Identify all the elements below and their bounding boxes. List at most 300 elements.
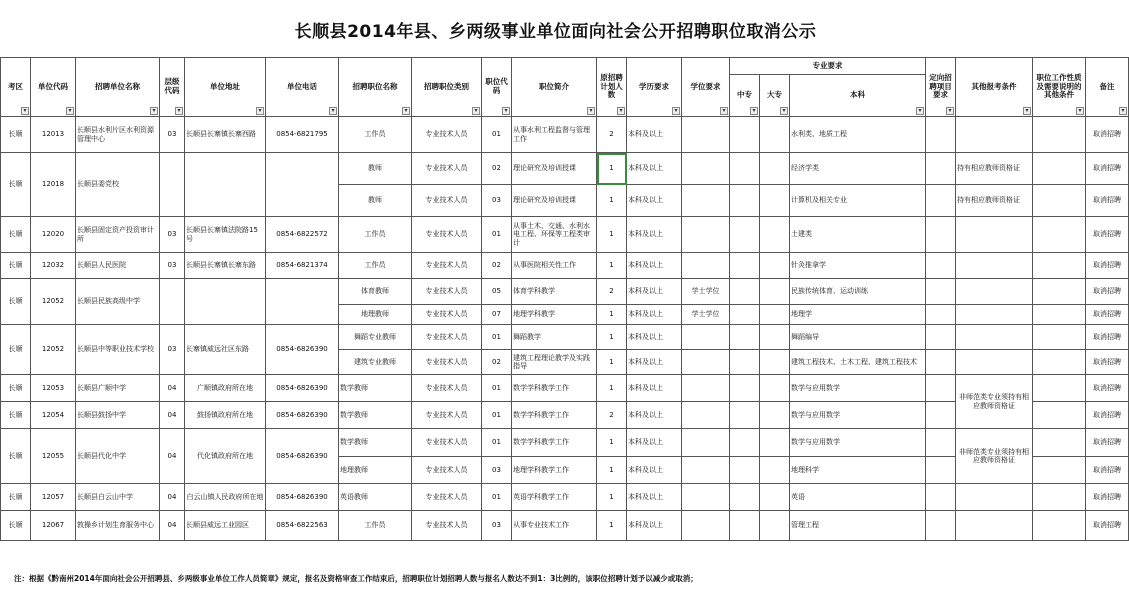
cell-dazhuan[interactable] xyxy=(760,375,790,402)
cell-kaoqu[interactable]: 长顺 xyxy=(1,511,31,541)
cell-zhongzhuan[interactable] xyxy=(730,279,760,305)
cell-degree[interactable] xyxy=(682,253,730,279)
cell-level-code[interactable]: 03 xyxy=(160,217,185,253)
cell-degree[interactable] xyxy=(682,217,730,253)
cell-job-nature[interactable] xyxy=(1033,305,1086,325)
cell-benke[interactable]: 数学与应用数学 xyxy=(790,429,926,457)
cell-directed[interactable] xyxy=(926,457,956,484)
cell-position-intro[interactable]: 理论研究及培训授课 xyxy=(512,185,597,217)
cell-position-code[interactable]: 07 xyxy=(482,305,512,325)
cell-position-name[interactable]: 英语教师 xyxy=(339,484,412,511)
cell-dazhuan[interactable] xyxy=(760,117,790,153)
cell-directed[interactable] xyxy=(926,350,956,375)
cell-unit-phone[interactable]: 0854-6826390 xyxy=(266,375,339,402)
cell-directed[interactable] xyxy=(926,511,956,541)
cell-kaoqu[interactable]: 长顺 xyxy=(1,484,31,511)
cell-position-category[interactable]: 专业技术人员 xyxy=(412,253,482,279)
cell-position-code[interactable]: 02 xyxy=(482,153,512,185)
header-plan-count[interactable]: 原招聘计划人数 ▾ xyxy=(597,58,627,117)
cell-position-category[interactable]: 专业技术人员 xyxy=(412,325,482,350)
header-job-nature[interactable]: 职位工作性质及需要说明的其他条件 ▾ xyxy=(1033,58,1086,117)
cell-job-nature[interactable] xyxy=(1033,484,1086,511)
cell-remarks[interactable]: 取消招聘 xyxy=(1086,429,1129,457)
cell-degree[interactable] xyxy=(682,511,730,541)
cell-unit-phone[interactable] xyxy=(266,153,339,217)
cell-benke[interactable]: 针灸推拿学 xyxy=(790,253,926,279)
cell-benke[interactable]: 计算机及相关专业 xyxy=(790,185,926,217)
cell-other-conditions[interactable] xyxy=(956,484,1033,511)
cell-benke[interactable]: 地理学 xyxy=(790,305,926,325)
cell-benke[interactable]: 建筑工程技术、土木工程、建筑工程技术 xyxy=(790,350,926,375)
cell-position-intro[interactable]: 数学学科教学工作 xyxy=(512,375,597,402)
cell-directed[interactable] xyxy=(926,375,956,402)
cell-position-intro[interactable]: 从事专业技术工作 xyxy=(512,511,597,541)
cell-degree[interactable] xyxy=(682,429,730,457)
header-unit-phone[interactable]: 单位电话 ▾ xyxy=(266,58,339,117)
cell-position-intro[interactable]: 理论研究及培训授课 xyxy=(512,153,597,185)
cell-kaoqu[interactable]: 长顺 xyxy=(1,217,31,253)
cell-position-name[interactable]: 工作员 xyxy=(339,217,412,253)
cell-other-conditions[interactable] xyxy=(956,117,1033,153)
cell-position-category[interactable]: 专业技术人员 xyxy=(412,429,482,457)
cell-dazhuan[interactable] xyxy=(760,279,790,305)
cell-other-conditions[interactable] xyxy=(956,305,1033,325)
filter-dropdown-icon[interactable]: ▾ xyxy=(672,107,680,115)
filter-dropdown-icon[interactable]: ▾ xyxy=(256,107,264,115)
cell-education[interactable]: 本科及以上 xyxy=(627,325,682,350)
cell-unit-address[interactable]: 长顺县威远工业园区 xyxy=(185,511,266,541)
cell-directed[interactable] xyxy=(926,253,956,279)
cell-unit-code[interactable]: 12053 xyxy=(31,375,76,402)
cell-dazhuan[interactable] xyxy=(760,484,790,511)
cell-plan-count[interactable]: 1 xyxy=(597,325,627,350)
cell-position-category[interactable]: 专业技术人员 xyxy=(412,375,482,402)
filter-dropdown-icon[interactable]: ▾ xyxy=(472,107,480,115)
cell-position-name[interactable]: 地理教师 xyxy=(339,305,412,325)
cell-position-name[interactable]: 数学教师 xyxy=(339,402,412,429)
cell-job-nature[interactable] xyxy=(1033,402,1086,429)
cell-education[interactable]: 本科及以上 xyxy=(627,117,682,153)
cell-plan-count[interactable]: 1 xyxy=(597,484,627,511)
cell-benke[interactable]: 管理工程 xyxy=(790,511,926,541)
header-kaoqu[interactable]: 考区 ▾ xyxy=(1,58,31,117)
cell-unit-phone[interactable]: 0854-6821374 xyxy=(266,253,339,279)
cell-position-name[interactable]: 教师 xyxy=(339,185,412,217)
header-degree[interactable]: 学位要求 ▾ xyxy=(682,58,730,117)
cell-zhongzhuan[interactable] xyxy=(730,185,760,217)
cell-position-name[interactable]: 数学教师 xyxy=(339,429,412,457)
cell-zhongzhuan[interactable] xyxy=(730,217,760,253)
cell-position-category[interactable]: 专业技术人员 xyxy=(412,117,482,153)
cell-position-intro[interactable]: 数学学科教学工作 xyxy=(512,429,597,457)
cell-kaoqu[interactable]: 长顺 xyxy=(1,402,31,429)
cell-zhongzhuan[interactable] xyxy=(730,350,760,375)
cell-unit-address[interactable]: 长寨镇威远社区东路 xyxy=(185,325,266,375)
cell-position-intro[interactable]: 体育学科教学 xyxy=(512,279,597,305)
header-unit-name[interactable]: 招聘单位名称 ▾ xyxy=(76,58,160,117)
cell-unit-code[interactable]: 12067 xyxy=(31,511,76,541)
filter-dropdown-icon[interactable]: ▾ xyxy=(720,107,728,115)
cell-position-intro[interactable]: 地理学科教学 xyxy=(512,305,597,325)
cell-zhongzhuan[interactable] xyxy=(730,305,760,325)
cell-benke[interactable]: 英语 xyxy=(790,484,926,511)
cell-remarks[interactable]: 取消招聘 xyxy=(1086,457,1129,484)
cell-position-name[interactable]: 工作员 xyxy=(339,511,412,541)
cell-benke[interactable]: 数学与应用数学 xyxy=(790,402,926,429)
cell-dazhuan[interactable] xyxy=(760,325,790,350)
cell-plan-count[interactable]: 1 xyxy=(597,185,627,217)
filter-dropdown-icon[interactable]: ▾ xyxy=(916,107,924,115)
cell-unit-phone[interactable]: 0854-6826390 xyxy=(266,484,339,511)
cell-position-category[interactable]: 专业技术人员 xyxy=(412,457,482,484)
cell-directed[interactable] xyxy=(926,484,956,511)
cell-directed[interactable] xyxy=(926,429,956,457)
cell-unit-code[interactable]: 12018 xyxy=(31,153,76,217)
cell-directed[interactable] xyxy=(926,325,956,350)
cell-plan-count[interactable]: 1 xyxy=(597,350,627,375)
cell-position-intro[interactable]: 数学学科教学工作 xyxy=(512,402,597,429)
cell-benke[interactable]: 经济学类 xyxy=(790,153,926,185)
cell-unit-phone[interactable]: 0854-6822563 xyxy=(266,511,339,541)
cell-unit-phone[interactable]: 0854-6826390 xyxy=(266,429,339,484)
cell-kaoqu[interactable]: 长顺 xyxy=(1,153,31,217)
cell-other-conditions[interactable] xyxy=(956,279,1033,305)
filter-dropdown-icon[interactable]: ▾ xyxy=(750,107,758,115)
cell-education[interactable]: 本科及以上 xyxy=(627,457,682,484)
cell-benke[interactable]: 地理科学 xyxy=(790,457,926,484)
cell-position-category[interactable]: 专业技术人员 xyxy=(412,511,482,541)
cell-directed[interactable] xyxy=(926,305,956,325)
cell-benke[interactable]: 土建类 xyxy=(790,217,926,253)
cell-other-conditions[interactable]: 非师范类专业须持有相应教师资格证 xyxy=(956,429,1033,484)
filter-dropdown-icon[interactable]: ▾ xyxy=(66,107,74,115)
cell-unit-phone[interactable] xyxy=(266,279,339,325)
header-position-intro[interactable]: 职位简介 ▾ xyxy=(512,58,597,117)
header-position-name[interactable]: 招聘职位名称 ▾ xyxy=(339,58,412,117)
cell-plan-count[interactable]: 1 xyxy=(597,305,627,325)
cell-remarks[interactable]: 取消招聘 xyxy=(1086,375,1129,402)
header-benke[interactable]: 本科 ▾ xyxy=(790,75,926,117)
cell-plan-count[interactable]: 2 xyxy=(597,402,627,429)
header-directed-recruitment[interactable]: 定向招聘项目要求 ▾ xyxy=(926,58,956,117)
header-level-code[interactable]: 层级代码 ▾ xyxy=(160,58,185,117)
cell-kaoqu[interactable]: 长顺 xyxy=(1,253,31,279)
cell-job-nature[interactable] xyxy=(1033,117,1086,153)
cell-level-code[interactable]: 04 xyxy=(160,484,185,511)
cell-education[interactable]: 本科及以上 xyxy=(627,375,682,402)
cell-position-intro[interactable]: 地理学科教学工作 xyxy=(512,457,597,484)
cell-unit-address[interactable]: 长顺县长寨镇长寨西路 xyxy=(185,117,266,153)
cell-unit-address[interactable]: 长顺县长寨镇法院路15号 xyxy=(185,217,266,253)
cell-position-name[interactable]: 工作员 xyxy=(339,117,412,153)
cell-zhongzhuan[interactable] xyxy=(730,429,760,457)
cell-position-code[interactable]: 01 xyxy=(482,117,512,153)
cell-position-code[interactable]: 01 xyxy=(482,325,512,350)
cell-level-code[interactable]: 03 xyxy=(160,325,185,375)
cell-degree[interactable] xyxy=(682,325,730,350)
cell-unit-code[interactable]: 12054 xyxy=(31,402,76,429)
cell-remarks[interactable]: 取消招聘 xyxy=(1086,253,1129,279)
cell-unit-name[interactable]: 长顺县鼓扬中学 xyxy=(76,402,160,429)
header-education[interactable]: 学历要求 ▾ xyxy=(627,58,682,117)
cell-education[interactable]: 本科及以上 xyxy=(627,402,682,429)
cell-position-code[interactable]: 01 xyxy=(482,217,512,253)
cell-unit-address[interactable]: 长顺县长寨镇长寨东路 xyxy=(185,253,266,279)
cell-level-code[interactable]: 04 xyxy=(160,375,185,402)
filter-dropdown-icon[interactable]: ▾ xyxy=(1119,107,1127,115)
filter-dropdown-icon[interactable]: ▾ xyxy=(617,107,625,115)
cell-job-nature[interactable] xyxy=(1033,429,1086,457)
cell-benke[interactable]: 舞蹈编导 xyxy=(790,325,926,350)
cell-position-name[interactable]: 地理教师 xyxy=(339,457,412,484)
cell-remarks[interactable]: 取消招聘 xyxy=(1086,153,1129,185)
cell-position-code[interactable]: 01 xyxy=(482,429,512,457)
cell-job-nature[interactable] xyxy=(1033,511,1086,541)
header-dazhuan[interactable]: 大专 ▾ xyxy=(760,75,790,117)
cell-position-category[interactable]: 专业技术人员 xyxy=(412,305,482,325)
cell-remarks[interactable]: 取消招聘 xyxy=(1086,402,1129,429)
cell-unit-phone[interactable]: 0854-6822572 xyxy=(266,217,339,253)
cell-position-code[interactable]: 05 xyxy=(482,279,512,305)
cell-plan-count[interactable]: 2 xyxy=(597,279,627,305)
cell-zhongzhuan[interactable] xyxy=(730,117,760,153)
cell-degree[interactable]: 学士学位 xyxy=(682,305,730,325)
cell-position-intro[interactable]: 舞蹈教学 xyxy=(512,325,597,350)
cell-directed[interactable] xyxy=(926,117,956,153)
cell-position-name[interactable]: 数学教师 xyxy=(339,375,412,402)
cell-position-intro[interactable]: 建筑工程理论教学及实践指导 xyxy=(512,350,597,375)
cell-remarks[interactable]: 取消招聘 xyxy=(1086,325,1129,350)
cell-plan-count[interactable]: 1 xyxy=(597,429,627,457)
filter-dropdown-icon[interactable]: ▾ xyxy=(502,107,510,115)
cell-position-name[interactable]: 教师 xyxy=(339,153,412,185)
cell-degree[interactable] xyxy=(682,484,730,511)
cell-unit-address[interactable]: 鼓扬镇政府所在地 xyxy=(185,402,266,429)
cell-job-nature[interactable] xyxy=(1033,217,1086,253)
cell-level-code[interactable]: 04 xyxy=(160,402,185,429)
cell-other-conditions[interactable]: 非师范类专业须持有相应教师资格证 xyxy=(956,375,1033,429)
cell-directed[interactable] xyxy=(926,402,956,429)
cell-position-category[interactable]: 专业技术人员 xyxy=(412,185,482,217)
cell-education[interactable]: 本科及以上 xyxy=(627,253,682,279)
cell-unit-name[interactable]: 长顺县水利片区水利资源管理中心 xyxy=(76,117,160,153)
cell-dazhuan[interactable] xyxy=(760,402,790,429)
header-zhongzhuan[interactable]: 中专 ▾ xyxy=(730,75,760,117)
cell-plan-count[interactable]: 1 xyxy=(597,217,627,253)
cell-job-nature[interactable] xyxy=(1033,457,1086,484)
cell-other-conditions[interactable]: 持有相应教师资格证 xyxy=(956,153,1033,185)
cell-unit-address[interactable] xyxy=(185,279,266,325)
filter-dropdown-icon[interactable]: ▾ xyxy=(946,107,954,115)
cell-benke[interactable]: 水利类、地质工程 xyxy=(790,117,926,153)
filter-dropdown-icon[interactable]: ▾ xyxy=(402,107,410,115)
cell-unit-name[interactable]: 长顺县固定资产投资审计所 xyxy=(76,217,160,253)
cell-unit-code[interactable]: 12052 xyxy=(31,325,76,375)
cell-zhongzhuan[interactable] xyxy=(730,484,760,511)
cell-position-category[interactable]: 专业技术人员 xyxy=(412,217,482,253)
cell-remarks[interactable]: 取消招聘 xyxy=(1086,117,1129,153)
cell-remarks[interactable]: 取消招聘 xyxy=(1086,484,1129,511)
cell-unit-address[interactable]: 代化镇政府所在地 xyxy=(185,429,266,484)
cell-unit-name[interactable]: 敦操乡计划生育服务中心 xyxy=(76,511,160,541)
cell-degree[interactable] xyxy=(682,153,730,185)
cell-directed[interactable] xyxy=(926,185,956,217)
cell-position-intro[interactable]: 从事土木、交通、水利水电工程、环保等工程类审计 xyxy=(512,217,597,253)
cell-benke[interactable]: 民族传统体育、运动训练 xyxy=(790,279,926,305)
cell-unit-address[interactable] xyxy=(185,153,266,217)
cell-education[interactable]: 本科及以上 xyxy=(627,279,682,305)
cell-position-name[interactable]: 舞蹈专业教师 xyxy=(339,325,412,350)
cell-remarks[interactable]: 取消招聘 xyxy=(1086,511,1129,541)
header-unit-address[interactable]: 单位地址 ▾ xyxy=(185,58,266,117)
filter-dropdown-icon[interactable]: ▾ xyxy=(150,107,158,115)
cell-degree[interactable] xyxy=(682,117,730,153)
cell-job-nature[interactable] xyxy=(1033,279,1086,305)
cell-level-code[interactable] xyxy=(160,153,185,217)
cell-kaoqu[interactable]: 长顺 xyxy=(1,279,31,325)
cell-unit-code[interactable]: 12032 xyxy=(31,253,76,279)
cell-unit-code[interactable]: 12055 xyxy=(31,429,76,484)
cell-position-code[interactable]: 03 xyxy=(482,457,512,484)
cell-other-conditions[interactable] xyxy=(956,350,1033,375)
cell-dazhuan[interactable] xyxy=(760,217,790,253)
cell-other-conditions[interactable] xyxy=(956,217,1033,253)
selected-cell-plan-count[interactable]: 1 xyxy=(597,153,627,185)
cell-other-conditions[interactable] xyxy=(956,253,1033,279)
filter-dropdown-icon[interactable]: ▾ xyxy=(780,107,788,115)
cell-position-category[interactable]: 专业技术人员 xyxy=(412,484,482,511)
cell-position-code[interactable]: 01 xyxy=(482,484,512,511)
cell-education[interactable]: 本科及以上 xyxy=(627,511,682,541)
cell-plan-count[interactable]: 1 xyxy=(597,511,627,541)
header-position-category[interactable]: 招聘职位类别 ▾ xyxy=(412,58,482,117)
cell-dazhuan[interactable] xyxy=(760,153,790,185)
filter-dropdown-icon[interactable]: ▾ xyxy=(587,107,595,115)
cell-remarks[interactable]: 取消招聘 xyxy=(1086,279,1129,305)
cell-other-conditions[interactable] xyxy=(956,511,1033,541)
filter-dropdown-icon[interactable]: ▾ xyxy=(175,107,183,115)
cell-unit-code[interactable]: 12052 xyxy=(31,279,76,325)
cell-unit-phone[interactable]: 0854-6821795 xyxy=(266,117,339,153)
cell-unit-code[interactable]: 12013 xyxy=(31,117,76,153)
cell-directed[interactable] xyxy=(926,217,956,253)
cell-remarks[interactable]: 取消招聘 xyxy=(1086,217,1129,253)
cell-plan-count[interactable]: 1 xyxy=(597,375,627,402)
header-position-code[interactable]: 职位代码 ▾ xyxy=(482,58,512,117)
cell-position-intro[interactable]: 从事水利工程监督与管理工作 xyxy=(512,117,597,153)
cell-education[interactable]: 本科及以上 xyxy=(627,429,682,457)
cell-degree[interactable]: 学士学位 xyxy=(682,279,730,305)
cell-position-name[interactable]: 建筑专业教师 xyxy=(339,350,412,375)
cell-zhongzhuan[interactable] xyxy=(730,253,760,279)
cell-education[interactable]: 本科及以上 xyxy=(627,484,682,511)
cell-plan-count[interactable]: 1 xyxy=(597,457,627,484)
cell-position-name[interactable]: 体育教师 xyxy=(339,279,412,305)
cell-degree[interactable] xyxy=(682,350,730,375)
cell-dazhuan[interactable] xyxy=(760,305,790,325)
cell-position-category[interactable]: 专业技术人员 xyxy=(412,279,482,305)
cell-kaoqu[interactable]: 长顺 xyxy=(1,375,31,402)
cell-unit-name[interactable]: 长顺县民族高级中学 xyxy=(76,279,160,325)
cell-job-nature[interactable] xyxy=(1033,350,1086,375)
filter-dropdown-icon[interactable]: ▾ xyxy=(1076,107,1084,115)
cell-degree[interactable] xyxy=(682,457,730,484)
cell-zhongzhuan[interactable] xyxy=(730,375,760,402)
cell-dazhuan[interactable] xyxy=(760,253,790,279)
cell-level-code[interactable]: 03 xyxy=(160,253,185,279)
header-other-conditions[interactable]: 其他报考条件 ▾ xyxy=(956,58,1033,117)
cell-benke[interactable]: 数学与应用数学 xyxy=(790,375,926,402)
cell-position-code[interactable]: 03 xyxy=(482,185,512,217)
cell-education[interactable]: 本科及以上 xyxy=(627,153,682,185)
cell-kaoqu[interactable]: 长顺 xyxy=(1,325,31,375)
cell-unit-address[interactable]: 广顺镇政府所在地 xyxy=(185,375,266,402)
cell-job-nature[interactable] xyxy=(1033,185,1086,217)
cell-position-intro[interactable]: 英语学科教学工作 xyxy=(512,484,597,511)
cell-directed[interactable] xyxy=(926,279,956,305)
cell-job-nature[interactable] xyxy=(1033,253,1086,279)
cell-position-name[interactable]: 工作员 xyxy=(339,253,412,279)
cell-position-code[interactable]: 01 xyxy=(482,402,512,429)
cell-position-category[interactable]: 专业技术人员 xyxy=(412,350,482,375)
cell-remarks[interactable]: 取消招聘 xyxy=(1086,185,1129,217)
cell-unit-phone[interactable]: 0854-6826390 xyxy=(266,325,339,375)
cell-plan-count[interactable]: 1 xyxy=(597,253,627,279)
cell-kaoqu[interactable]: 长顺 xyxy=(1,429,31,484)
cell-zhongzhuan[interactable] xyxy=(730,511,760,541)
cell-unit-name[interactable]: 长顺县代化中学 xyxy=(76,429,160,484)
cell-other-conditions[interactable] xyxy=(956,325,1033,350)
cell-unit-address[interactable]: 白云山镇人民政府所在地 xyxy=(185,484,266,511)
filter-dropdown-icon[interactable]: ▾ xyxy=(329,107,337,115)
cell-other-conditions[interactable]: 持有相应教师资格证 xyxy=(956,185,1033,217)
cell-job-nature[interactable] xyxy=(1033,375,1086,402)
cell-zhongzhuan[interactable] xyxy=(730,325,760,350)
cell-unit-code[interactable]: 12057 xyxy=(31,484,76,511)
cell-position-code[interactable]: 02 xyxy=(482,253,512,279)
cell-remarks[interactable]: 取消招聘 xyxy=(1086,350,1129,375)
cell-level-code[interactable]: 04 xyxy=(160,429,185,484)
cell-level-code[interactable] xyxy=(160,279,185,325)
cell-position-intro[interactable]: 从事医院相关性工作 xyxy=(512,253,597,279)
cell-position-code[interactable]: 03 xyxy=(482,511,512,541)
cell-position-code[interactable]: 01 xyxy=(482,375,512,402)
cell-directed[interactable] xyxy=(926,153,956,185)
cell-dazhuan[interactable] xyxy=(760,350,790,375)
cell-job-nature[interactable] xyxy=(1033,153,1086,185)
cell-education[interactable]: 本科及以上 xyxy=(627,217,682,253)
cell-position-category[interactable]: 专业技术人员 xyxy=(412,402,482,429)
cell-unit-code[interactable]: 12020 xyxy=(31,217,76,253)
header-remarks[interactable]: 备注 ▾ xyxy=(1086,58,1129,117)
cell-remarks[interactable]: 取消招聘 xyxy=(1086,305,1129,325)
cell-kaoqu[interactable]: 长顺 xyxy=(1,117,31,153)
cell-degree[interactable] xyxy=(682,185,730,217)
header-unit-code[interactable]: 单位代码 ▾ xyxy=(31,58,76,117)
cell-position-category[interactable]: 专业技术人员 xyxy=(412,153,482,185)
cell-education[interactable]: 本科及以上 xyxy=(627,185,682,217)
cell-dazhuan[interactable] xyxy=(760,185,790,217)
cell-level-code[interactable]: 03 xyxy=(160,117,185,153)
cell-dazhuan[interactable] xyxy=(760,511,790,541)
cell-zhongzhuan[interactable] xyxy=(730,153,760,185)
cell-zhongzhuan[interactable] xyxy=(730,457,760,484)
cell-plan-count[interactable]: 2 xyxy=(597,117,627,153)
cell-unit-name[interactable]: 长顺县白云山中学 xyxy=(76,484,160,511)
cell-degree[interactable] xyxy=(682,402,730,429)
cell-dazhuan[interactable] xyxy=(760,457,790,484)
cell-unit-name[interactable]: 长顺县人民医院 xyxy=(76,253,160,279)
